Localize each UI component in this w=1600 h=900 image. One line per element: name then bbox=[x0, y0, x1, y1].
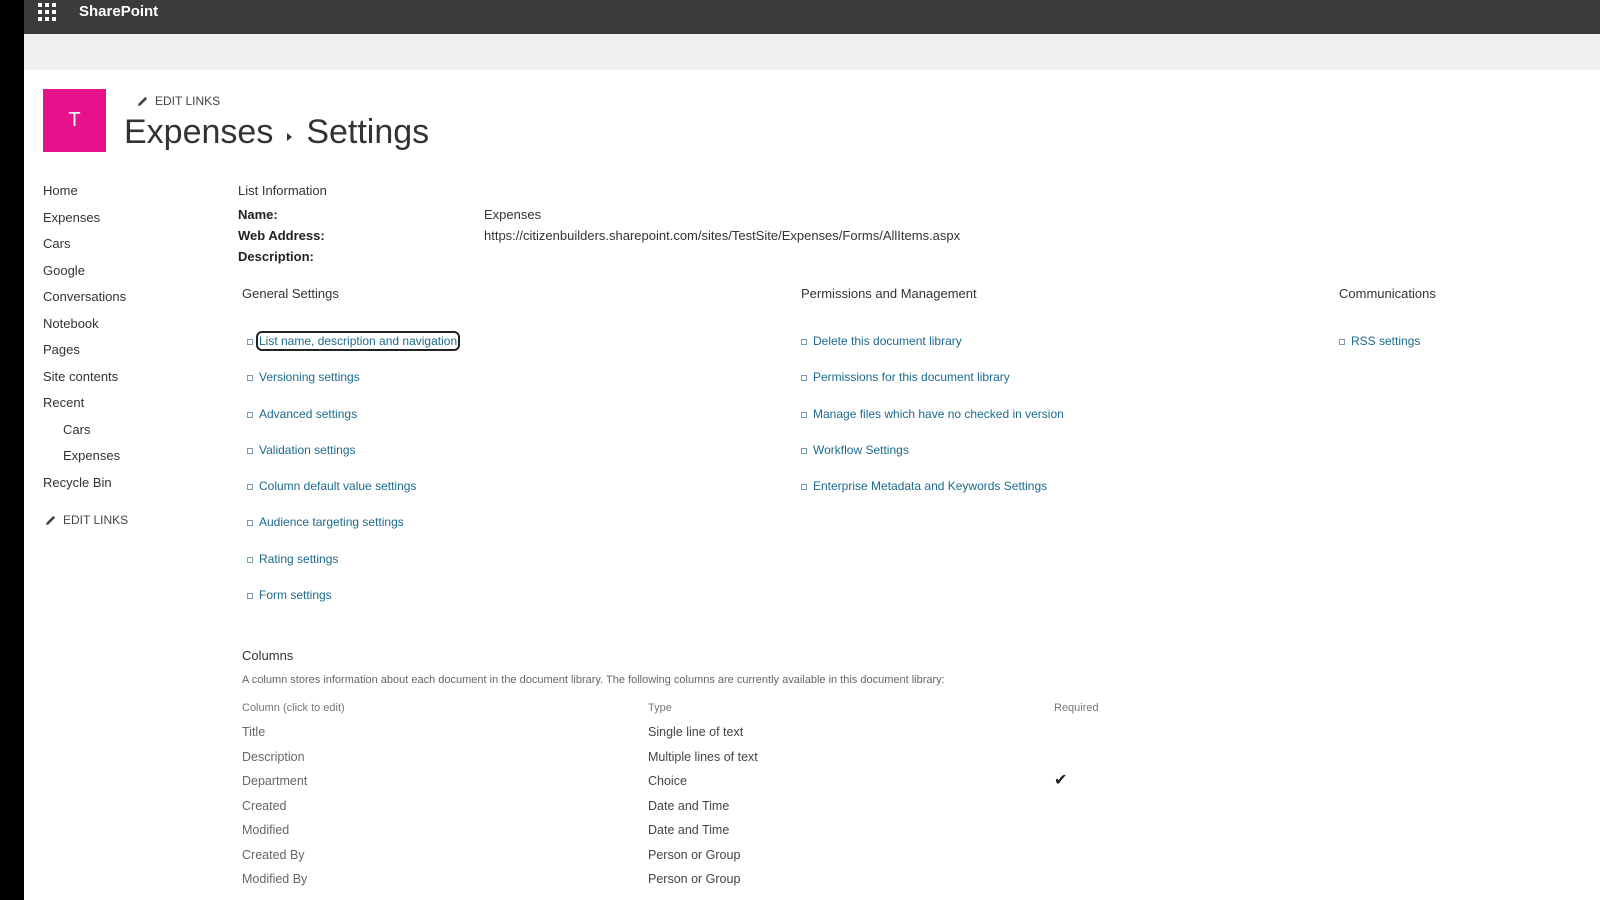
column-name-title[interactable]: Title bbox=[242, 725, 266, 739]
settings-link-item bbox=[247, 370, 457, 406]
table-row bbox=[242, 774, 1142, 799]
bullet-icon bbox=[247, 375, 253, 381]
description-label: Description: bbox=[238, 249, 314, 264]
breadcrumb-separator-icon bbox=[287, 133, 292, 141]
pencil-icon bbox=[44, 514, 57, 527]
communications-links bbox=[1339, 334, 1420, 370]
column-type: Multiple lines of text bbox=[648, 749, 758, 764]
app-launcher-icon[interactable] bbox=[38, 3, 56, 21]
nav-item-expenses[interactable]: Expenses bbox=[63, 448, 121, 463]
settings-link-item bbox=[247, 588, 457, 624]
column-required bbox=[1054, 799, 1142, 824]
nav-item-google[interactable]: Google bbox=[43, 262, 85, 278]
nav-item-recent[interactable]: Recent bbox=[43, 395, 85, 410]
settings-link-item bbox=[247, 552, 457, 588]
page bbox=[24, 0, 1600, 900]
nav-item-recycle-bin[interactable]: Recycle Bin bbox=[43, 474, 112, 490]
bullet-icon bbox=[247, 557, 253, 563]
settings-link-item bbox=[801, 407, 1064, 443]
link-audience-targeting-settings[interactable]: Audience targeting settings bbox=[259, 515, 404, 530]
bullet-icon bbox=[801, 339, 807, 345]
column-name-header: Column (click to edit) bbox=[242, 702, 345, 714]
nav-item-conversations[interactable]: Conversations bbox=[43, 289, 127, 304]
table-row bbox=[242, 799, 1142, 824]
bullet-icon bbox=[247, 484, 253, 490]
column-required bbox=[1054, 823, 1142, 848]
list-information-heading: List Information bbox=[238, 183, 327, 198]
settings-link-item bbox=[247, 515, 457, 551]
settings-link-item bbox=[247, 443, 457, 479]
site-logo[interactable]: T bbox=[43, 89, 106, 152]
nav-item-home[interactable]: Home bbox=[43, 183, 78, 198]
breadcrumb-list-link[interactable]: Expenses bbox=[124, 113, 274, 151]
link-rss-settings[interactable]: RSS settings bbox=[1351, 334, 1421, 348]
column-required bbox=[1054, 725, 1142, 750]
column-type: Date and Time bbox=[648, 798, 730, 813]
bullet-icon bbox=[247, 520, 253, 526]
bullet-icon bbox=[247, 339, 253, 345]
bullet-icon bbox=[247, 448, 253, 454]
app-name[interactable]: SharePoint bbox=[79, 3, 159, 20]
column-type: Date and Time bbox=[648, 823, 730, 837]
link-versioning-settings[interactable]: Versioning settings bbox=[259, 370, 360, 385]
bullet-icon bbox=[801, 448, 807, 454]
permissions-heading: Permissions and Management bbox=[801, 286, 977, 301]
column-required bbox=[1054, 872, 1142, 897]
column-name-department[interactable]: Department bbox=[242, 774, 308, 788]
general-settings-links bbox=[247, 334, 457, 624]
column-type-header: Type bbox=[648, 702, 672, 714]
settings-link-item bbox=[801, 334, 1064, 370]
bullet-icon bbox=[247, 593, 253, 599]
web-address-label: Web Address: bbox=[238, 228, 325, 243]
column-required bbox=[1054, 848, 1142, 873]
nav-item-cars[interactable]: Cars bbox=[43, 236, 71, 251]
nav-item-notebook[interactable]: Notebook bbox=[43, 315, 99, 331]
link-delete-this-document-library[interactable]: Delete this document library bbox=[813, 334, 962, 348]
bullet-icon bbox=[801, 412, 807, 418]
edit-links-label: EDIT LINKS bbox=[63, 513, 129, 527]
bullet-icon bbox=[1339, 339, 1345, 345]
columns-description: A column stores information about each document in the document library. The following columns are currently available in this document library: bbox=[242, 674, 945, 686]
column-type: Person or Group bbox=[648, 872, 741, 886]
settings-link-item bbox=[801, 479, 1064, 515]
settings-link-item bbox=[801, 370, 1064, 406]
table-row bbox=[242, 823, 1142, 848]
name-label: Name: bbox=[238, 207, 278, 222]
left-navigation bbox=[43, 183, 126, 501]
nav-item-cars[interactable]: Cars bbox=[63, 421, 91, 437]
settings-link-item bbox=[247, 407, 457, 443]
command-ribbon bbox=[24, 34, 1600, 70]
link-column-default-value-settings[interactable]: Column default value settings bbox=[259, 479, 417, 494]
column-type: Single line of text bbox=[648, 725, 744, 739]
column-type: Person or Group bbox=[648, 847, 741, 862]
checkmark-icon: ✔ bbox=[1054, 772, 1068, 789]
table-row bbox=[242, 872, 1142, 897]
name-value: Expenses bbox=[484, 207, 542, 222]
permissions-links bbox=[801, 334, 1064, 515]
column-name-modified-by[interactable]: Modified By bbox=[242, 872, 308, 886]
bullet-icon bbox=[801, 375, 807, 381]
edit-links-top[interactable] bbox=[136, 94, 220, 108]
settings-link-item bbox=[1339, 334, 1420, 370]
columns-header-row bbox=[242, 702, 1142, 725]
column-name-modified[interactable]: Modified bbox=[242, 823, 290, 837]
column-name-description[interactable]: Description bbox=[242, 749, 305, 764]
breadcrumb-current: Settings bbox=[306, 113, 430, 151]
table-row bbox=[242, 848, 1142, 873]
nav-item-expenses[interactable]: Expenses bbox=[43, 209, 101, 225]
link-enterprise-metadata-and-keywords-settings[interactable]: Enterprise Metadata and Keywords Settings bbox=[813, 479, 1048, 494]
table-row bbox=[242, 750, 1142, 775]
nav-item-pages[interactable]: Pages bbox=[43, 342, 80, 357]
link-advanced-settings[interactable]: Advanced settings bbox=[259, 406, 358, 421]
page-title bbox=[124, 113, 429, 152]
settings-link-item bbox=[801, 443, 1064, 479]
link-validation-settings[interactable]: Validation settings bbox=[259, 442, 356, 457]
bullet-icon bbox=[247, 412, 253, 418]
table-row bbox=[242, 725, 1142, 750]
column-required bbox=[1054, 750, 1142, 775]
nav-item-site-contents[interactable]: Site contents bbox=[43, 368, 119, 384]
suite-bar bbox=[24, 0, 1600, 34]
link-workflow-settings[interactable]: Workflow Settings bbox=[813, 442, 909, 457]
link-list-name-description-and-navigation[interactable]: List name, description and navigation bbox=[259, 334, 458, 348]
link-rating-settings[interactable]: Rating settings bbox=[259, 551, 339, 566]
bullet-icon bbox=[801, 484, 807, 490]
edit-links-nav[interactable] bbox=[44, 513, 128, 527]
column-required-header: Required bbox=[1054, 702, 1099, 714]
column-type: Choice bbox=[648, 774, 687, 788]
columns-table bbox=[242, 702, 1142, 897]
web-address-value: https://citizenbuilders.sharepoint.com/sites/TestSite/Expenses/Forms/AllItems.aspx bbox=[484, 228, 961, 243]
link-permissions-for-this-document-library[interactable]: Permissions for this document library bbox=[813, 370, 1010, 385]
columns-heading: Columns bbox=[242, 648, 294, 663]
settings-link-item bbox=[247, 334, 457, 370]
general-settings-heading: General Settings bbox=[242, 286, 339, 301]
link-form-settings[interactable]: Form settings bbox=[259, 588, 332, 603]
settings-link-item bbox=[247, 479, 457, 515]
column-name-created[interactable]: Created bbox=[242, 798, 287, 813]
link-manage-files-which-have-no-checked-in-version[interactable]: Manage files which have no checked in version bbox=[813, 406, 1064, 421]
column-name-created-by[interactable]: Created By bbox=[242, 847, 305, 862]
communications-heading: Communications bbox=[1339, 286, 1436, 301]
edit-links-label: EDIT LINKS bbox=[155, 94, 221, 108]
pencil-icon bbox=[136, 95, 149, 108]
